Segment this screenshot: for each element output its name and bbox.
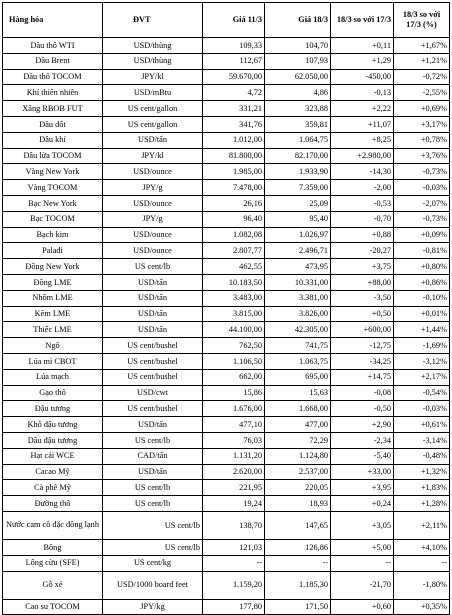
cell-commodity-name: Gỗ xẻ — [3, 571, 103, 599]
cell-unit: US cent/lb — [103, 432, 203, 448]
cell-price-1: 138,70 — [203, 511, 265, 539]
cell-change-pct: -0,10% — [394, 290, 450, 306]
cell-change-pct: -0,73% — [394, 211, 450, 227]
cell-commodity-name: Gạo thô — [3, 385, 103, 401]
cell-unit: USD/1000 board feet — [103, 571, 203, 599]
cell-price-2: 1.933,90 — [265, 164, 331, 180]
cell-change-pct: -0,48% — [394, 448, 450, 464]
cell-change: +2.980,00 — [331, 148, 394, 164]
cell-unit: US cent/bushel — [103, 353, 203, 369]
table-row — [3, 401, 450, 417]
cell-unit: USD/ounce — [103, 164, 203, 180]
header-unit: ĐVT — [103, 3, 203, 38]
cell-unit: JPY/kl — [103, 148, 203, 164]
cell-change: +0,11 — [331, 38, 394, 54]
cell-change: +3,95 — [331, 480, 394, 496]
cell-commodity-name: Đường thô — [3, 496, 103, 512]
cell-commodity-name: Đậu tương — [3, 401, 103, 417]
cell-price-2: 104,70 — [265, 38, 331, 54]
cell-price-1: 662,00 — [203, 369, 265, 385]
table-row — [3, 417, 450, 433]
commodity-price-table-container — [2, 2, 449, 615]
cell-commodity-name: Bông — [3, 539, 103, 555]
cell-price-1: 59.670,00 — [203, 69, 265, 85]
cell-commodity-name: Nhôm LME — [3, 290, 103, 306]
cell-change: -2,34 — [331, 432, 394, 448]
cell-change: -20,27 — [331, 243, 394, 259]
cell-price-2: 741,75 — [265, 338, 331, 354]
cell-unit: USD/tấn — [103, 274, 203, 290]
cell-commodity-name: Dầu thô WTI — [3, 38, 103, 54]
cell-price-2: 62.050,00 — [265, 69, 331, 85]
table-row — [3, 164, 450, 180]
cell-price-2: 1.063,75 — [265, 353, 331, 369]
table-row — [3, 306, 450, 322]
table-row — [3, 211, 450, 227]
cell-price-2: 695,00 — [265, 369, 331, 385]
table-row — [3, 243, 450, 259]
cell-price-2: 7.359,00 — [265, 180, 331, 196]
header-change: 18/3 so với 17/3 — [331, 3, 394, 38]
cell-change-pct: -0,03% — [394, 401, 450, 417]
table-row — [3, 195, 450, 211]
commodity-price-table — [2, 2, 450, 615]
cell-price-1: 10.183,50 — [203, 274, 265, 290]
cell-price-2: 1.064,75 — [265, 132, 331, 148]
cell-price-1: 1.012,00 — [203, 132, 265, 148]
table-row — [3, 85, 450, 101]
table-row — [3, 38, 450, 54]
cell-price-2: 107,93 — [265, 53, 331, 69]
cell-unit: US cent/lb — [103, 496, 203, 512]
cell-unit: US cent/lb — [103, 259, 203, 275]
cell-commodity-name: Bạch kim — [3, 227, 103, 243]
cell-change: +5,00 — [331, 539, 394, 555]
cell-change: -3,50 — [331, 290, 394, 306]
cell-price-1: 1.082,08 — [203, 227, 265, 243]
cell-change-pct: +4,10% — [394, 539, 450, 555]
cell-price-1: 1.676,00 — [203, 401, 265, 417]
cell-change-pct: +2,17% — [394, 369, 450, 385]
cell-commodity-name: Dầu khí — [3, 132, 103, 148]
cell-change-pct: +0,80% — [394, 259, 450, 275]
cell-price-2: 1.185,30 — [265, 571, 331, 599]
cell-price-2: 95,40 — [265, 211, 331, 227]
cell-unit: USD/mBtu — [103, 85, 203, 101]
cell-change: -0,53 — [331, 195, 394, 211]
cell-commodity-name: Cà phê Mỹ — [3, 480, 103, 496]
cell-unit: USD/tấn — [103, 290, 203, 306]
cell-price-1: 15,86 — [203, 385, 265, 401]
cell-commodity-name: Lông cừu (SFE) — [3, 555, 103, 571]
cell-commodity-name: Vàng New York — [3, 164, 103, 180]
cell-change-pct: +0,09% — [394, 227, 450, 243]
cell-price-2: 15,63 — [265, 385, 331, 401]
cell-price-2: 473,95 — [265, 259, 331, 275]
cell-commodity-name: Lúa mì CBOT — [3, 353, 103, 369]
cell-unit: US cent/bushel — [103, 369, 203, 385]
cell-change-pct: -0,54% — [394, 385, 450, 401]
cell-commodity-name: Đồng LME — [3, 274, 103, 290]
cell-price-1: 7.478,00 — [203, 180, 265, 196]
cell-change: +8,25 — [331, 132, 394, 148]
cell-unit: JPY/g — [103, 211, 203, 227]
cell-change-pct: -0,72% — [394, 69, 450, 85]
cell-change-pct: +3,76% — [394, 148, 450, 164]
cell-change-pct: -1,69% — [394, 338, 450, 354]
cell-change-pct: +1,83% — [394, 480, 450, 496]
cell-price-1: 477,10 — [203, 417, 265, 433]
cell-change-pct: +0,61% — [394, 417, 450, 433]
cell-change: -- — [331, 555, 394, 571]
cell-unit: US cent/kg — [103, 555, 203, 571]
table-row — [3, 369, 450, 385]
cell-unit: USD/tấn — [103, 306, 203, 322]
cell-change-pct: +1,21% — [394, 53, 450, 69]
cell-commodity-name: Dầu thô TOCOM — [3, 69, 103, 85]
cell-change-pct: +3,17% — [394, 116, 450, 132]
cell-change-pct: +0,01% — [394, 306, 450, 322]
cell-change-pct: -0,03% — [394, 180, 450, 196]
table-row — [3, 599, 450, 615]
cell-price-1: 3.815,00 — [203, 306, 265, 322]
cell-commodity-name: Đồng New York — [3, 259, 103, 275]
cell-price-2: 147,65 — [265, 511, 331, 539]
cell-price-2: 126,86 — [265, 539, 331, 555]
cell-price-2: 72,29 — [265, 432, 331, 448]
cell-commodity-name: Dầu đốt — [3, 116, 103, 132]
cell-price-1: 341,76 — [203, 116, 265, 132]
table-row — [3, 274, 450, 290]
cell-unit: USD/ounce — [103, 195, 203, 211]
cell-commodity-name: Lúa mạch — [3, 369, 103, 385]
cell-change-pct: -2,55% — [394, 85, 450, 101]
cell-unit: USD/cwt — [103, 385, 203, 401]
cell-change: -2,00 — [331, 180, 394, 196]
cell-change: +2,22 — [331, 101, 394, 117]
cell-unit: US cent/lb — [103, 480, 203, 496]
cell-price-1: 109,33 — [203, 38, 265, 54]
cell-change: +3,05 — [331, 511, 394, 539]
cell-price-1: 331,21 — [203, 101, 265, 117]
cell-change: +1,29 — [331, 53, 394, 69]
cell-unit: USD/thùng — [103, 53, 203, 69]
header-change-pct: 18/3 so với 17/3 (%) — [394, 3, 450, 38]
table-row — [3, 227, 450, 243]
cell-change: +0,24 — [331, 496, 394, 512]
cell-commodity-name: Thiếc LME — [3, 322, 103, 338]
cell-price-2: 171,50 — [265, 599, 331, 615]
cell-change: +600,00 — [331, 322, 394, 338]
cell-change-pct: +2,11% — [394, 511, 450, 539]
cell-change: +88,00 — [331, 274, 394, 290]
cell-commodity-name: Khí thiên nhiên — [3, 85, 103, 101]
cell-price-2: 323,88 — [265, 101, 331, 117]
cell-unit: US cent/bushel — [103, 401, 203, 417]
cell-change: +0,88 — [331, 227, 394, 243]
cell-change-pct: -- — [394, 555, 450, 571]
cell-price-2: 3.381,00 — [265, 290, 331, 306]
table-row — [3, 116, 450, 132]
cell-price-2: 2.537,00 — [265, 464, 331, 480]
cell-change: +2,90 — [331, 417, 394, 433]
cell-price-1: 81.800,00 — [203, 148, 265, 164]
cell-change-pct: +1,44% — [394, 322, 450, 338]
table-row — [3, 555, 450, 571]
cell-price-1: 76,03 — [203, 432, 265, 448]
table-row — [3, 180, 450, 196]
cell-unit: JPY/kl — [103, 69, 203, 85]
cell-commodity-name: Bạc TOCOM — [3, 211, 103, 227]
table-row — [3, 132, 450, 148]
cell-change-pct: -0,73% — [394, 164, 450, 180]
table-row — [3, 571, 450, 599]
cell-price-1: 1.159,20 — [203, 571, 265, 599]
cell-unit: USD/tấn — [103, 464, 203, 480]
cell-commodity-name: Nước cam cô đặc đông lạnh — [3, 511, 103, 539]
cell-change-pct: -3,12% — [394, 353, 450, 369]
cell-change: -5,40 — [331, 448, 394, 464]
table-row — [3, 496, 450, 512]
cell-change-pct: +0,35% — [394, 599, 450, 615]
cell-change-pct: +1,28% — [394, 496, 450, 512]
cell-unit: USD/tấn — [103, 322, 203, 338]
cell-change-pct: +0,69% — [394, 101, 450, 117]
cell-change-pct: +1,67% — [394, 38, 450, 54]
cell-change: -0,13 — [331, 85, 394, 101]
cell-change: -12,75 — [331, 338, 394, 354]
cell-price-2: -- — [265, 555, 331, 571]
cell-unit: USD/tấn — [103, 132, 203, 148]
cell-price-1: 26,16 — [203, 195, 265, 211]
cell-price-2: 1.124,80 — [265, 448, 331, 464]
cell-price-1: 112,67 — [203, 53, 265, 69]
cell-price-1: 1.131,20 — [203, 448, 265, 464]
cell-price-2: 1.668,00 — [265, 401, 331, 417]
cell-unit: US cent/gallon — [103, 116, 203, 132]
cell-change: -450,00 — [331, 69, 394, 85]
cell-price-2: 42.305,00 — [265, 322, 331, 338]
cell-price-1: 462,55 — [203, 259, 265, 275]
cell-change-pct: +0,86% — [394, 274, 450, 290]
table-row — [3, 385, 450, 401]
cell-commodity-name: Vàng TOCOM — [3, 180, 103, 196]
table-row — [3, 480, 450, 496]
table-row — [3, 448, 450, 464]
cell-price-1: 177,80 — [203, 599, 265, 615]
cell-price-2: 18,93 — [265, 496, 331, 512]
cell-change: -0,50 — [331, 401, 394, 417]
table-row — [3, 432, 450, 448]
cell-price-1: 762,50 — [203, 338, 265, 354]
cell-commodity-name: Xăng RBOB FUT — [3, 101, 103, 117]
cell-price-1: 44.100,00 — [203, 322, 265, 338]
table-row — [3, 511, 450, 539]
cell-price-2: 359,81 — [265, 116, 331, 132]
cell-commodity-name: Cacao Mỹ — [3, 464, 103, 480]
table-row — [3, 259, 450, 275]
cell-unit: US cent/lb — [103, 539, 203, 555]
cell-commodity-name: Ngô — [3, 338, 103, 354]
cell-price-2: 220,05 — [265, 480, 331, 496]
cell-unit: US cent/bushel — [103, 338, 203, 354]
table-row — [3, 539, 450, 555]
cell-change-pct: -2,07% — [394, 195, 450, 211]
cell-unit: US cent/lb — [103, 511, 203, 539]
cell-change: +14,75 — [331, 369, 394, 385]
cell-unit: CAD/tấn — [103, 448, 203, 464]
cell-price-2: 477,00 — [265, 417, 331, 433]
cell-unit: USD/ounce — [103, 243, 203, 259]
cell-unit: US cent/gallon — [103, 101, 203, 117]
cell-change-pct: -3,14% — [394, 432, 450, 448]
table-row — [3, 322, 450, 338]
cell-change-pct: -0,81% — [394, 243, 450, 259]
cell-price-2: 82.170,00 — [265, 148, 331, 164]
cell-change: -14,30 — [331, 164, 394, 180]
cell-commodity-name: Palađi — [3, 243, 103, 259]
cell-unit: USD/thùng — [103, 38, 203, 54]
cell-change-pct: +0,78% — [394, 132, 450, 148]
table-header-row — [3, 3, 450, 38]
cell-price-2: 4,86 — [265, 85, 331, 101]
cell-unit: USD/tấn — [103, 417, 203, 433]
cell-price-1: 3.483,00 — [203, 290, 265, 306]
table-row — [3, 290, 450, 306]
table-body — [3, 38, 450, 615]
table-row — [3, 101, 450, 117]
cell-price-2: 3.826,00 — [265, 306, 331, 322]
header-price-2: Giá 18/3 — [265, 3, 331, 38]
table-row — [3, 353, 450, 369]
cell-price-1: 1.985,00 — [203, 164, 265, 180]
cell-change: +0,60 — [331, 599, 394, 615]
cell-change: -0,70 — [331, 211, 394, 227]
table-row — [3, 464, 450, 480]
table-row — [3, 338, 450, 354]
cell-unit: JPY/kg — [103, 599, 203, 615]
cell-change: +11,07 — [331, 116, 394, 132]
header-item: Hàng hóa — [3, 3, 103, 38]
cell-commodity-name: Kẽm LME — [3, 306, 103, 322]
cell-price-1: 2.620,00 — [203, 464, 265, 480]
cell-change: +3,75 — [331, 259, 394, 275]
table-row — [3, 69, 450, 85]
cell-unit: JPY/g — [103, 180, 203, 196]
cell-price-2: 10.331,00 — [265, 274, 331, 290]
cell-price-1: 2.807,77 — [203, 243, 265, 259]
header-price-1: Giá 11/3 — [203, 3, 265, 38]
cell-unit: USD/ounce — [103, 227, 203, 243]
cell-price-1: 121,03 — [203, 539, 265, 555]
cell-price-2: 25,09 — [265, 195, 331, 211]
cell-price-1: 19,24 — [203, 496, 265, 512]
cell-change: -21,70 — [331, 571, 394, 599]
cell-change-pct: -1,80% — [394, 571, 450, 599]
cell-commodity-name: Dầu Brent — [3, 53, 103, 69]
cell-price-1: 96,40 — [203, 211, 265, 227]
cell-change-pct: +1,32% — [394, 464, 450, 480]
cell-commodity-name: Dầu đậu tương — [3, 432, 103, 448]
cell-commodity-name: Bạc New York — [3, 195, 103, 211]
cell-change: +33,00 — [331, 464, 394, 480]
cell-change: -34,25 — [331, 353, 394, 369]
table-row — [3, 53, 450, 69]
cell-price-1: -- — [203, 555, 265, 571]
cell-commodity-name: Khô đậu tương — [3, 417, 103, 433]
cell-price-2: 2.496,71 — [265, 243, 331, 259]
cell-commodity-name: Dầu lửa TOCOM — [3, 148, 103, 164]
cell-price-1: 4,72 — [203, 85, 265, 101]
cell-commodity-name: Cao su TOCOM — [3, 599, 103, 615]
cell-change: +0,50 — [331, 306, 394, 322]
table-row — [3, 148, 450, 164]
cell-price-2: 1.026,97 — [265, 227, 331, 243]
cell-commodity-name: Hạt cải WCE — [3, 448, 103, 464]
cell-price-1: 1.106,50 — [203, 353, 265, 369]
cell-price-1: 221,95 — [203, 480, 265, 496]
cell-change: -0,08 — [331, 385, 394, 401]
